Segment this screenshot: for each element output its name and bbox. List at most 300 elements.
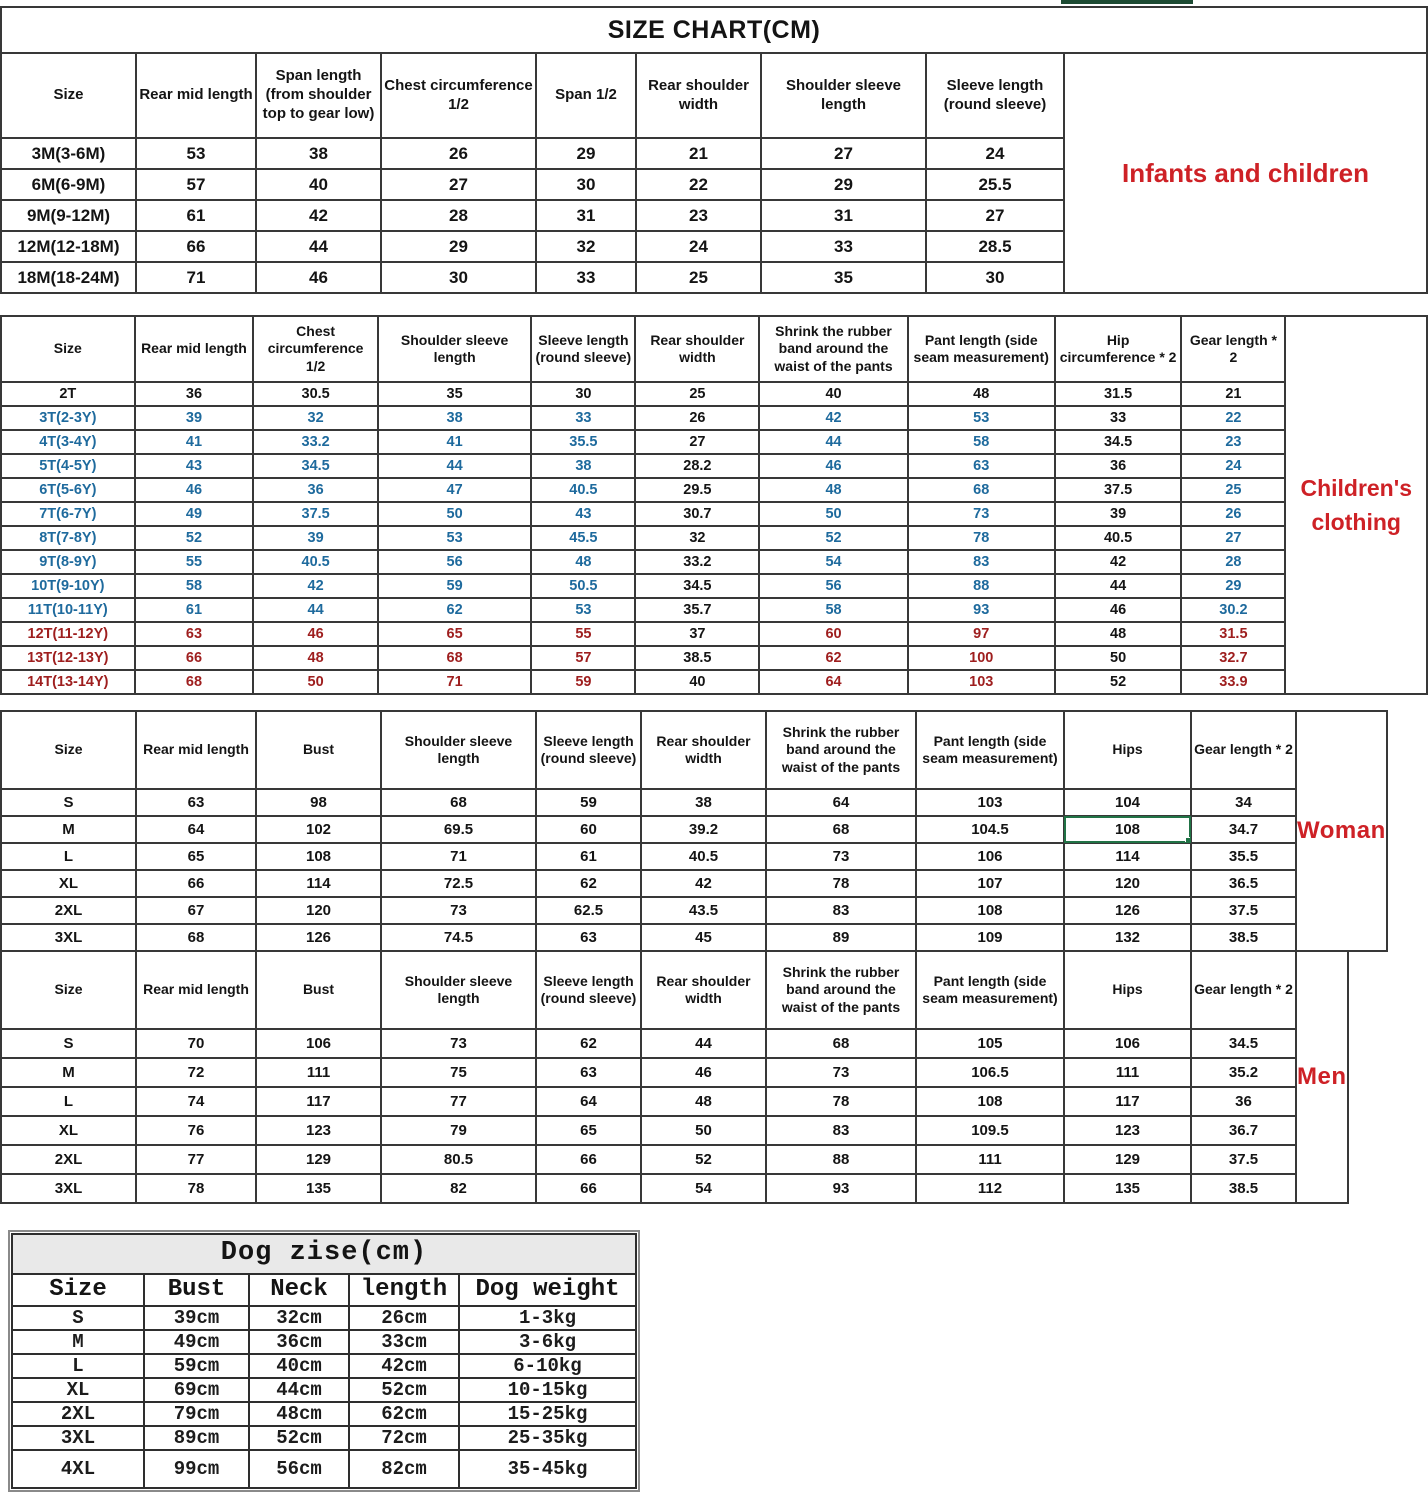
woman-size-table <box>0 710 1297 952</box>
column-header: Rear shoulder width <box>641 711 766 789</box>
column-header: Chest circumference 1/2 <box>381 53 536 138</box>
value-cell: 65 <box>536 1116 641 1145</box>
value-cell: 78 <box>766 1087 916 1116</box>
value-cell: 40.5 <box>253 550 378 574</box>
size-cell: 14T(13-14Y) <box>1 670 135 694</box>
table-row <box>1 382 1285 406</box>
value-cell: 62 <box>378 598 531 622</box>
table-row <box>1 574 1285 598</box>
value-cell: 63 <box>136 789 256 816</box>
value-cell: 28 <box>1181 550 1285 574</box>
table-header-row <box>1 53 1064 138</box>
size-cell: M <box>1 1058 136 1087</box>
value-cell: 68 <box>766 816 916 843</box>
value-cell: 46 <box>253 622 378 646</box>
value-cell: 89 <box>766 924 916 951</box>
value-cell: 108 <box>916 897 1064 924</box>
table-title-row <box>12 1234 636 1274</box>
value-cell: 66 <box>136 231 256 262</box>
value-cell: 25 <box>636 262 761 293</box>
value-cell: 33 <box>531 406 635 430</box>
value-cell: 71 <box>378 670 531 694</box>
value-cell: 36cm <box>249 1330 349 1354</box>
value-cell: 103 <box>908 670 1055 694</box>
size-cell: 13T(12-13Y) <box>1 646 135 670</box>
value-cell: 27 <box>926 200 1064 231</box>
value-cell: 27 <box>381 169 536 200</box>
table-row <box>1 231 1064 262</box>
value-cell: 64 <box>759 670 907 694</box>
value-cell: 68 <box>766 1029 916 1058</box>
value-cell: 47 <box>378 478 531 502</box>
value-cell: 59cm <box>144 1354 249 1378</box>
size-cell: 3XL <box>1 1174 136 1203</box>
table-row <box>1 1174 1296 1203</box>
value-cell: 36 <box>1055 454 1182 478</box>
value-cell: 120 <box>1064 870 1191 897</box>
value-cell: 69cm <box>144 1378 249 1402</box>
value-cell: 64 <box>766 789 916 816</box>
size-cell: S <box>1 789 136 816</box>
value-cell: 67 <box>136 897 256 924</box>
value-cell: 35 <box>761 262 926 293</box>
value-cell: 102 <box>256 816 381 843</box>
value-cell: 31 <box>536 200 636 231</box>
value-cell: 106 <box>256 1029 381 1058</box>
size-cell: 11T(10-11Y) <box>1 598 135 622</box>
value-cell: 117 <box>256 1087 381 1116</box>
value-cell: 52cm <box>249 1426 349 1450</box>
value-cell: 50 <box>759 502 907 526</box>
table-row <box>1 843 1296 870</box>
value-cell: 44 <box>1055 574 1182 598</box>
column-header: Gear length * 2 <box>1191 711 1296 789</box>
column-header: Sleeve length (round sleeve) <box>531 316 635 382</box>
value-cell: 100 <box>908 646 1055 670</box>
table-row <box>1 169 1064 200</box>
value-cell: 46 <box>135 478 254 502</box>
column-header: Shoulder sleeve length <box>761 53 926 138</box>
value-cell: 53 <box>531 598 635 622</box>
value-cell: 53 <box>136 138 256 169</box>
value-cell: 23 <box>1181 430 1285 454</box>
column-header: Span 1/2 <box>536 53 636 138</box>
value-cell: 72 <box>136 1058 256 1087</box>
value-cell: 66 <box>536 1174 641 1203</box>
value-cell: 78 <box>908 526 1055 550</box>
value-cell: 33.2 <box>253 430 378 454</box>
value-cell: 112 <box>916 1174 1064 1203</box>
column-header: Size <box>12 1274 144 1306</box>
value-cell: 21 <box>636 138 761 169</box>
value-cell: 27 <box>761 138 926 169</box>
size-cell: M <box>12 1330 144 1354</box>
column-header: Sleeve length (round sleeve) <box>926 53 1064 138</box>
value-cell: 93 <box>766 1174 916 1203</box>
value-cell: 22 <box>1181 406 1285 430</box>
size-cell: S <box>12 1306 144 1330</box>
value-cell: 42 <box>256 200 381 231</box>
column-header: Rear shoulder width <box>636 53 761 138</box>
value-cell: 40 <box>635 670 759 694</box>
value-cell: 37.5 <box>1191 1145 1296 1174</box>
value-cell: 24 <box>636 231 761 262</box>
value-cell: 38.5 <box>1191 1174 1296 1203</box>
value-cell: 75 <box>381 1058 536 1087</box>
value-cell: 68 <box>381 789 536 816</box>
value-cell: 78 <box>136 1174 256 1203</box>
value-cell: 32cm <box>249 1306 349 1330</box>
value-cell: 40 <box>256 169 381 200</box>
value-cell: 33 <box>761 231 926 262</box>
value-cell: 58 <box>908 430 1055 454</box>
infants-section <box>0 6 1428 294</box>
size-cell: 9M(9-12M) <box>1 200 136 231</box>
value-cell: 28.2 <box>635 454 759 478</box>
dog-section <box>8 1230 640 1492</box>
value-cell: 57 <box>136 169 256 200</box>
value-cell: 40 <box>759 382 907 406</box>
value-cell: 73 <box>766 1058 916 1087</box>
value-cell: 27 <box>635 430 759 454</box>
size-cell: 7T(6-7Y) <box>1 502 135 526</box>
men-section-label: Men <box>1295 950 1349 1204</box>
table-row <box>1 502 1285 526</box>
value-cell: 71 <box>381 843 536 870</box>
value-cell: 126 <box>256 924 381 951</box>
size-cell: 4T(3-4Y) <box>1 430 135 454</box>
table-row <box>1 526 1285 550</box>
value-cell: 48 <box>759 478 907 502</box>
column-header: Shrink the rubber band around the waist of the pants <box>766 951 916 1029</box>
column-header: Rear shoulder width <box>635 316 759 382</box>
column-header: Dog weight <box>459 1274 636 1306</box>
children-section <box>0 315 1428 695</box>
men-size-table <box>0 950 1297 1204</box>
value-cell: 37.5 <box>253 502 378 526</box>
value-cell: 24 <box>926 138 1064 169</box>
table-row <box>1 622 1285 646</box>
value-cell: 36.5 <box>1191 870 1296 897</box>
size-cell: XL <box>1 1116 136 1145</box>
table-row <box>1 262 1064 293</box>
value-cell: 33cm <box>349 1330 459 1354</box>
woman-section-label: Woman <box>1295 710 1388 952</box>
value-cell: 35-45kg <box>459 1450 636 1488</box>
value-cell: 73 <box>908 502 1055 526</box>
value-cell: 59 <box>378 574 531 598</box>
value-cell: 52cm <box>349 1378 459 1402</box>
column-header: Sleeve length (round sleeve) <box>536 951 641 1029</box>
value-cell: 15-25kg <box>459 1402 636 1426</box>
value-cell: 65 <box>378 622 531 646</box>
value-cell: 63 <box>536 924 641 951</box>
value-cell: 44 <box>378 454 531 478</box>
value-cell: 63 <box>908 454 1055 478</box>
value-cell: 106.5 <box>916 1058 1064 1087</box>
value-cell: 25 <box>1181 478 1285 502</box>
value-cell: 52 <box>1055 670 1182 694</box>
value-cell: 38 <box>531 454 635 478</box>
value-cell: 38 <box>641 789 766 816</box>
value-cell: 89cm <box>144 1426 249 1450</box>
value-cell: 37.5 <box>1191 897 1296 924</box>
value-cell: 33 <box>1055 406 1182 430</box>
value-cell: 29 <box>536 138 636 169</box>
value-cell: 43 <box>135 454 254 478</box>
value-cell: 62 <box>536 1029 641 1058</box>
value-cell: 129 <box>256 1145 381 1174</box>
value-cell: 61 <box>135 598 254 622</box>
value-cell: 34.5 <box>1055 430 1182 454</box>
infants-section-label: Infants and children <box>1063 52 1428 294</box>
value-cell: 37.5 <box>1055 478 1182 502</box>
value-cell: 35 <box>378 382 531 406</box>
value-cell: 30 <box>381 262 536 293</box>
value-cell: 32.7 <box>1181 646 1285 670</box>
value-cell: 39.2 <box>641 816 766 843</box>
value-cell: 50 <box>378 502 531 526</box>
value-cell: 99cm <box>144 1450 249 1488</box>
table-row <box>1 870 1296 897</box>
table-row <box>1 430 1285 454</box>
value-cell: 72cm <box>349 1426 459 1450</box>
column-header: Pant length (side seam measurement) <box>916 711 1064 789</box>
size-cell: 10T(9-10Y) <box>1 574 135 598</box>
woman-section <box>0 710 1388 952</box>
value-cell: 3-6kg <box>459 1330 636 1354</box>
value-cell: 42 <box>253 574 378 598</box>
men-section <box>0 950 1349 1204</box>
value-cell: 62 <box>759 646 907 670</box>
table-row <box>1 670 1285 694</box>
value-cell: 111 <box>1064 1058 1191 1087</box>
column-header: length <box>349 1274 459 1306</box>
value-cell: 93 <box>908 598 1055 622</box>
value-cell: 77 <box>136 1145 256 1174</box>
column-header: Gear length * 2 <box>1181 316 1285 382</box>
table-title: Dog zise(cm) <box>12 1234 636 1274</box>
value-cell: 30.2 <box>1181 598 1285 622</box>
value-cell: 30 <box>531 382 635 406</box>
value-cell: 39 <box>135 406 254 430</box>
value-cell: 26 <box>381 138 536 169</box>
size-cell: 18M(18-24M) <box>1 262 136 293</box>
size-cell: 3T(2-3Y) <box>1 406 135 430</box>
table-row <box>1 138 1064 169</box>
value-cell: 135 <box>1064 1174 1191 1203</box>
size-cell: 4XL <box>12 1450 144 1488</box>
value-cell: 34.5 <box>253 454 378 478</box>
value-cell: 50 <box>253 670 378 694</box>
column-header: Span length (from shoulder top to gear low) <box>256 53 381 138</box>
value-cell: 44 <box>256 231 381 262</box>
value-cell: 43 <box>531 502 635 526</box>
column-header: Chest circumference 1/2 <box>253 316 378 382</box>
table-row <box>1 1116 1296 1145</box>
value-cell: 46 <box>256 262 381 293</box>
value-cell: 38 <box>256 138 381 169</box>
value-cell: 74.5 <box>381 924 536 951</box>
size-cell: 3XL <box>1 924 136 951</box>
value-cell: 83 <box>766 897 916 924</box>
value-cell: 132 <box>1064 924 1191 951</box>
size-cell: 3M(3-6M) <box>1 138 136 169</box>
column-header: Rear mid length <box>136 53 256 138</box>
value-cell: 64 <box>136 816 256 843</box>
value-cell: 50.5 <box>531 574 635 598</box>
value-cell: 58 <box>759 598 907 622</box>
value-cell: 97 <box>908 622 1055 646</box>
value-cell: 114 <box>1064 843 1191 870</box>
value-cell: 24 <box>1181 454 1285 478</box>
value-cell: 126 <box>1064 897 1191 924</box>
column-header: Rear mid length <box>136 951 256 1029</box>
value-cell: 82cm <box>349 1450 459 1488</box>
value-cell: 44 <box>253 598 378 622</box>
value-cell: 56 <box>759 574 907 598</box>
value-cell: 26cm <box>349 1306 459 1330</box>
value-cell: 35.5 <box>531 430 635 454</box>
value-cell: 68 <box>135 670 254 694</box>
table-row <box>1 1029 1296 1058</box>
value-cell: 88 <box>908 574 1055 598</box>
value-cell: 45 <box>641 924 766 951</box>
value-cell: 83 <box>766 1116 916 1145</box>
value-cell: 78 <box>766 870 916 897</box>
table-header-row <box>1 951 1296 1029</box>
column-header: Neck <box>249 1274 349 1306</box>
column-header: Hip circumference * 2 <box>1055 316 1182 382</box>
value-cell: 6-10kg <box>459 1354 636 1378</box>
table-row <box>1 598 1285 622</box>
value-cell: 79cm <box>144 1402 249 1426</box>
spreadsheet-selection-remnant-bar <box>1061 0 1193 4</box>
value-cell: 114 <box>256 870 381 897</box>
value-cell: 66 <box>135 646 254 670</box>
size-cell: 9T(8-9Y) <box>1 550 135 574</box>
value-cell: 36 <box>135 382 254 406</box>
value-cell: 26 <box>635 406 759 430</box>
value-cell: 48 <box>908 382 1055 406</box>
value-cell: 117 <box>1064 1087 1191 1116</box>
table-row <box>1 1145 1296 1174</box>
value-cell: 38.5 <box>1191 924 1296 951</box>
value-cell: 108 <box>916 1087 1064 1116</box>
value-cell: 103 <box>916 789 1064 816</box>
value-cell: 73 <box>381 1029 536 1058</box>
table-row <box>12 1402 636 1426</box>
size-cell: 12T(11-12Y) <box>1 622 135 646</box>
value-cell: 54 <box>759 550 907 574</box>
value-cell: 26 <box>1181 502 1285 526</box>
table-row <box>1 1058 1296 1087</box>
size-cell: 2XL <box>1 1145 136 1174</box>
value-cell: 62.5 <box>536 897 641 924</box>
size-cell: 3XL <box>12 1426 144 1450</box>
value-cell: 35.5 <box>1191 843 1296 870</box>
value-cell: 104.5 <box>916 816 1064 843</box>
value-cell: 36.7 <box>1191 1116 1296 1145</box>
column-header: Bust <box>256 951 381 1029</box>
value-cell: 31.5 <box>1055 382 1182 406</box>
value-cell: 109 <box>916 924 1064 951</box>
table-row <box>1 454 1285 478</box>
value-cell: 108 <box>256 843 381 870</box>
column-header: Size <box>1 53 136 138</box>
value-cell: 10-15kg <box>459 1378 636 1402</box>
value-cell: 105 <box>916 1029 1064 1058</box>
value-cell: 30 <box>536 169 636 200</box>
value-cell: 28.5 <box>926 231 1064 262</box>
column-header: Pant length (side seam measurement) <box>908 316 1055 382</box>
value-cell: 120 <box>256 897 381 924</box>
value-cell: 45.5 <box>531 526 635 550</box>
value-cell: 83 <box>908 550 1055 574</box>
value-cell: 44cm <box>249 1378 349 1402</box>
value-cell: 59 <box>531 670 635 694</box>
value-cell: 53 <box>908 406 1055 430</box>
value-cell: 42cm <box>349 1354 459 1378</box>
value-cell: 58 <box>135 574 254 598</box>
value-cell: 54 <box>641 1174 766 1203</box>
value-cell: 44 <box>641 1029 766 1058</box>
value-cell: 43.5 <box>641 897 766 924</box>
table-row <box>12 1330 636 1354</box>
value-cell: 60 <box>536 816 641 843</box>
value-cell: 106 <box>916 843 1064 870</box>
value-cell: 25-35kg <box>459 1426 636 1450</box>
column-header: Rear mid length <box>136 711 256 789</box>
value-cell: 39 <box>1055 502 1182 526</box>
value-cell: 48 <box>253 646 378 670</box>
value-cell: 55 <box>531 622 635 646</box>
value-cell: 88 <box>766 1145 916 1174</box>
value-cell: 56cm <box>249 1450 349 1488</box>
column-header: Size <box>1 711 136 789</box>
value-cell: 74 <box>136 1087 256 1116</box>
table-header-row <box>12 1274 636 1306</box>
size-cell: XL <box>1 870 136 897</box>
size-cell: 2T <box>1 382 135 406</box>
size-cell: 2XL <box>1 897 136 924</box>
value-cell: 29 <box>381 231 536 262</box>
table-row <box>12 1354 636 1378</box>
value-cell: 42 <box>1055 550 1182 574</box>
value-cell: 32 <box>536 231 636 262</box>
value-cell: 63 <box>135 622 254 646</box>
value-cell: 106 <box>1064 1029 1191 1058</box>
value-cell: 129 <box>1064 1145 1191 1174</box>
column-header: Size <box>1 316 135 382</box>
value-cell: 31.5 <box>1181 622 1285 646</box>
value-cell: 42 <box>759 406 907 430</box>
size-cell: L <box>1 1087 136 1116</box>
table-row <box>12 1426 636 1450</box>
value-cell: 66 <box>136 870 256 897</box>
value-cell: 48cm <box>249 1402 349 1426</box>
value-cell: 37 <box>635 622 759 646</box>
value-cell: 46 <box>759 454 907 478</box>
value-cell: 60 <box>759 622 907 646</box>
table-row <box>12 1378 636 1402</box>
table-row <box>1 816 1296 843</box>
value-cell: 30 <box>926 262 1064 293</box>
table-row <box>1 478 1285 502</box>
dog-size-table <box>11 1233 637 1489</box>
value-cell: 59 <box>536 789 641 816</box>
page-title: SIZE CHART(CM) <box>0 6 1428 54</box>
